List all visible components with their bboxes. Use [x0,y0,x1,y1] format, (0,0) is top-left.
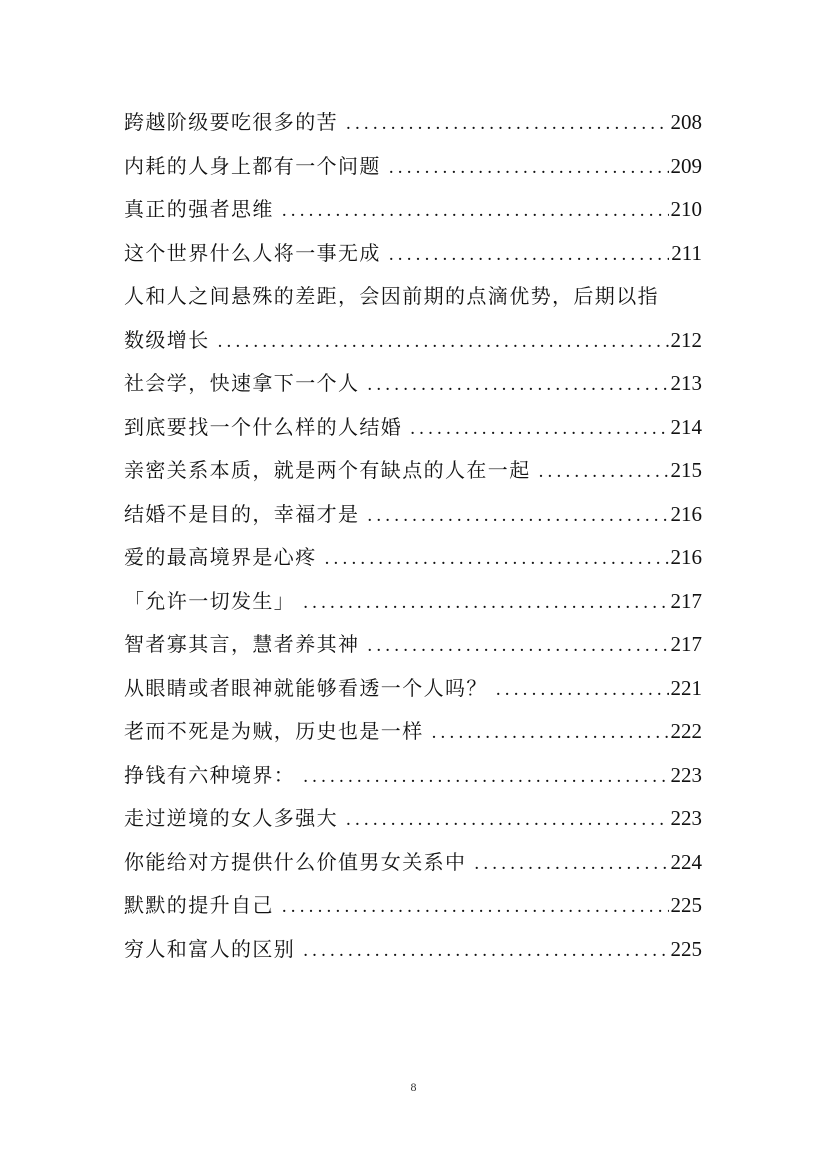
toc-entry[interactable] [124,406,702,450]
toc-dot-leader [303,581,668,625]
toc-entry[interactable] [124,101,702,145]
toc-entry-page: 211 [671,240,702,265]
toc-entry-title: 到底要找一个什么样的人结婚 [124,414,403,439]
toc-entry-title: 真正的强者思维 [124,197,274,221]
toc-entry[interactable] [124,362,702,406]
toc-entry-title: 内耗的人身上都有一个问题 [124,153,381,178]
toc-entry[interactable] [124,449,702,493]
toc-entry-page: 225 [670,893,702,917]
toc-dot-leader [539,450,669,494]
toc-dot-leader [474,842,668,886]
toc-entry-title: 爱的最高境界是心疼 [124,545,317,569]
toc-entry-page: 212 [670,327,702,352]
toc-dot-leader [346,102,669,146]
toc-entry-page: 215 [670,458,702,482]
toc-entry[interactable] [124,667,702,711]
toc-entry-title: 数级增长 [124,327,210,352]
toc-entry[interactable] [124,580,702,624]
toc-entry-page: 213 [670,371,702,395]
toc-dot-leader [367,494,668,538]
toc-dot-leader [303,755,668,799]
toc-dot-leader [389,146,669,190]
toc-entry-wrapped-first-line[interactable] [124,275,702,319]
toc-entry-page: 224 [670,849,702,874]
toc-entry-title: 挣钱有六种境界： [124,762,296,787]
toc-entry[interactable] [124,232,702,276]
toc-entry-page: 221 [670,675,702,700]
toc-entry[interactable] [124,754,702,798]
toc-entry-title: 从眼睛或者眼神就能够看透一个人吗？ [124,675,488,700]
toc-entry-page: 223 [670,806,702,830]
table-of-contents [124,101,702,971]
toc-dot-leader [346,798,669,842]
toc-dot-leader [325,537,669,581]
toc-entry[interactable] [124,841,702,885]
toc-entry-page: 214 [670,414,702,439]
toc-dot-leader [218,320,669,364]
toc-entry-title: 老而不死是为贼，历史也是一样 [124,719,424,743]
toc-entry-title: 这个世界什么人将一事无成 [124,240,381,265]
toc-entry-wrapped-continuation[interactable] [124,319,702,363]
toc-entry-page: 223 [670,762,702,787]
toc-entry-title: 「允许一切发生」 [124,588,296,613]
toc-entry-title: 智者寡其言，慧者养其神 [124,632,360,656]
toc-entry[interactable] [124,145,702,189]
toc-dot-leader [432,711,669,755]
page-number: 8 [410,1080,417,1094]
toc-entry-title: 走过逆境的女人多强大 [124,806,338,830]
toc-dot-leader [389,233,669,277]
toc-entry-title: 穷人和富人的区别 [124,936,296,961]
toc-entry-page: 208 [670,110,702,134]
toc-dot-leader [282,189,669,233]
toc-entry[interactable] [124,188,702,232]
toc-entry[interactable] [124,884,702,928]
toc-entry-title: 默默的提升自己 [124,893,274,917]
toc-entry-page: 217 [670,632,702,656]
toc-dot-leader [282,885,669,929]
toc-dot-leader [410,407,668,451]
toc-dot-leader [367,363,668,407]
toc-entry[interactable] [124,536,702,580]
toc-entry-page: 222 [670,719,702,743]
toc-entry-page: 217 [670,588,702,613]
toc-entry-title: 人和人之间悬殊的差距，会因前期的点滴优势，后期以指 [124,284,659,308]
toc-entry-page: 216 [670,501,702,526]
toc-entry-title: 社会学，快速拿下一个人 [124,371,360,395]
toc-entry[interactable] [124,928,702,972]
toc-dot-leader [367,624,668,668]
toc-entry-title: 你能给对方提供什么价值男女关系中 [124,849,467,874]
toc-entry-page: 216 [670,545,702,569]
toc-entry[interactable] [124,710,702,754]
toc-entry-page: 225 [670,936,702,961]
toc-dot-leader [496,668,669,712]
toc-entry[interactable] [124,797,702,841]
toc-dot-leader [303,929,668,973]
toc-entry[interactable] [124,493,702,537]
toc-entry-page: 210 [670,197,702,221]
toc-entry-title: 结婚不是目的，幸福才是 [124,501,360,526]
toc-entry-title: 跨越阶级要吃很多的苦 [124,110,338,134]
toc-entry-page: 209 [670,153,702,178]
toc-entry[interactable] [124,623,702,667]
toc-entry-title: 亲密关系本质，就是两个有缺点的人在一起 [124,458,531,482]
